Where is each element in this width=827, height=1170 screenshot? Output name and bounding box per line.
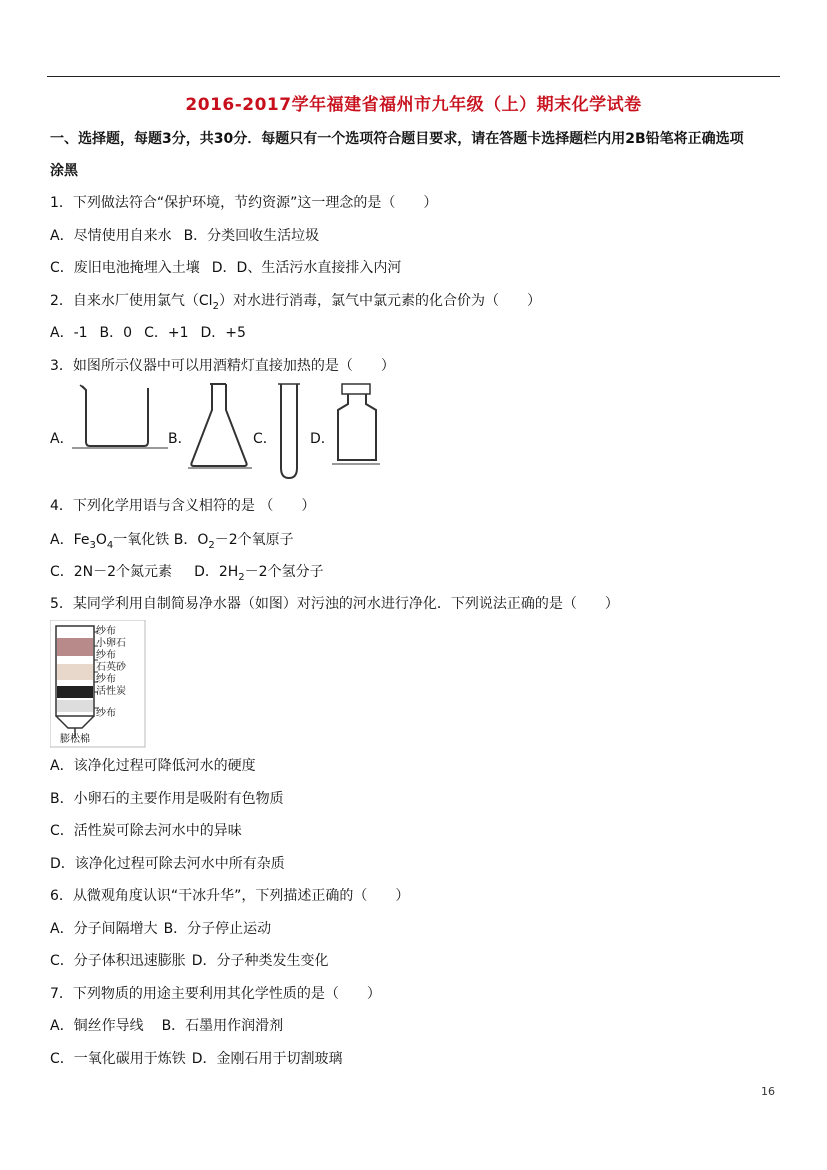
header-rule [47, 76, 780, 77]
q6-options-2 [50, 951, 329, 971]
water-filter-figure [50, 620, 146, 748]
q6-stem: 6．从微观角度认识“干冰升华”，下列描述正确的（ ） [50, 888, 410, 904]
q4-options-2 [50, 562, 324, 588]
filter-label: 石英砂 [96, 662, 126, 673]
conical-flask-icon [188, 382, 254, 470]
q1-option-d: D．D、生活污水直接排入内河 [211, 260, 402, 276]
q5-option-b: B．小卵石的主要作用是吸附有色物质 [50, 791, 284, 807]
q7-options [50, 1016, 283, 1036]
section-heading-line2: 涂黑 [50, 163, 78, 179]
q4-option-d: D．$2H_2-2$个氢分子 [194, 564, 324, 583]
q4-option-a: A．$Fe_3O_4$一氧化铁 [50, 532, 170, 551]
q6-options [50, 919, 271, 939]
q4-option-b: B．$O_2-2$个氧原子 [173, 532, 294, 551]
q6-option-d: D．分子种类发生变化 [191, 953, 329, 969]
q1-option-b: B．分类回收生活垃圾 [183, 228, 320, 244]
q2-stem-sub: 2 [212, 300, 219, 312]
q2-option-d: D．+5 [200, 325, 246, 341]
q3-stem: 3．如图所示仪器中可以用酒精灯直接加热的是（ ） [50, 358, 395, 374]
q3-option-c: C． [253, 431, 277, 447]
q7-option-b: B．石墨用作润滑剂 [161, 1018, 284, 1034]
q6-option-c: C．分子体积迅速膨胀 [50, 953, 186, 969]
q1-stem: 1．下列做法符合“保护环境，节约资源”这一理念的是（ ） [50, 195, 438, 211]
document-title: 2016-2017学年福建省福州市九年级（上）期末化学试卷 [185, 95, 642, 115]
q2-option-a: A．-1 [50, 325, 88, 341]
q4-options [50, 530, 294, 556]
q2-stem-post: ）对水进行消毒，氯气中氯元素的化合价为（ ） [218, 293, 541, 309]
q3-figures [50, 382, 410, 482]
q4-option-c: C．2N－2个氮元素 [50, 564, 173, 580]
q5-option-d: D．该净化过程可除去河水中所有杂质 [50, 856, 285, 872]
filter-label: 纱布 [96, 650, 116, 661]
page-number: 16 [761, 1085, 775, 1098]
q7-stem: 7．下列物质的用途主要利用其化学性质的是（ ） [50, 986, 381, 1002]
test-tube-icon [274, 382, 304, 482]
q1-options [50, 226, 319, 246]
filter-labels [96, 626, 126, 720]
q1-options-2 [50, 258, 401, 278]
q7-option-c: C．一氧化碳用于炼铁 [50, 1051, 186, 1067]
q1-option-a: A．尽情使用自来水 [50, 228, 172, 244]
q7-option-a: A．铜丝作导线 [50, 1018, 144, 1034]
filter-label: 小卵石 [96, 638, 126, 649]
filter-label: 纱布 [96, 708, 116, 719]
filter-label: 纱布 [96, 626, 116, 637]
filter-label: 纱布 [96, 674, 116, 685]
q7-option-d: D．金刚石用于切割玻璃 [191, 1051, 343, 1067]
q5-option-a: A．该净化过程可降低河水的硬度 [50, 758, 256, 774]
q2-option-b: B．0 [99, 325, 133, 341]
q2-stem [50, 291, 541, 317]
q6-option-a: A．分子间隔增大 [50, 921, 158, 937]
q7-options-2 [50, 1049, 343, 1069]
filter-label: 活性炭 [96, 686, 126, 697]
section-heading-line1: 一、选择题，每题3分，共30分．每题只有一个选项符合题目要求，请在答题卡选择题栏内用2B铅笔将正确选项 [50, 131, 744, 147]
q2-options [50, 323, 246, 343]
q4-stem: 4．下列化学用语与含义相符的是 （ ） [50, 498, 316, 514]
q3-option-a: A． [50, 431, 74, 447]
q3-option-b: B． [168, 431, 192, 447]
q6-option-b: B．分子停止运动 [163, 921, 272, 937]
filter-label-cotton: 膨松棉 [60, 734, 90, 745]
q2-option-c: C．+1 [144, 325, 189, 341]
q5-option-c: C．活性炭可除去河水中的异味 [50, 823, 242, 839]
reagent-bottle-icon [332, 382, 382, 466]
beaker-icon [70, 382, 170, 454]
q2-stem-pre: 2．自来水厂使用氯气（Cl [50, 293, 213, 309]
q3-option-d: D． [310, 431, 335, 447]
q1-option-c: C．废旧电池掩埋入土壤 [50, 260, 200, 276]
q5-stem: 5．某同学利用自制简易净水器（如图）对污浊的河水进行净化．下列说法正确的是（ ） [50, 596, 619, 612]
